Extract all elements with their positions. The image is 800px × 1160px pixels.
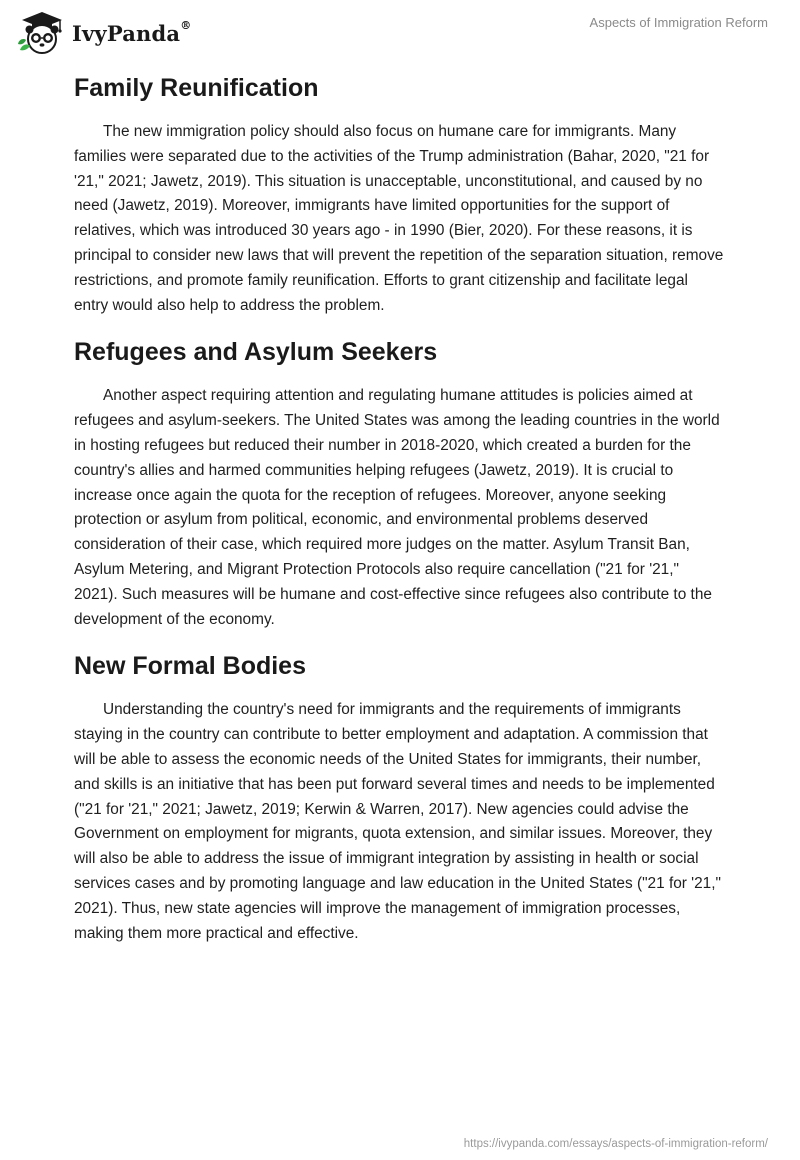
section-heading: Refugees and Asylum Seekers (74, 338, 438, 367)
essay-content (74, 68, 724, 960)
section-paragraph: Understanding the country's need for immigrants and the requirements of immigrants staying in the country can contribute to better employment and adaptation. A commission that will be able to assess the economic needs of the United States for immigrants, their number, and skills is an initiative that has been put forward several times and needs to be implemented ("21 for '21," 2021; Jawetz, 2019; Kerwin & Warren, 2017). New agencies could advise the Government on employment for migrants, quota extension, and similar issues. Moreover, they will also be able to address the issue of immigrant integration by assisting in health or social services cases and by promoting language and law education in the United States ("21 for '21," 2021). Thus, new state agencies will improve the management of immigration processes, making them more practical and effective. (74, 701, 721, 942)
brand-name: IvyPanda® (72, 18, 192, 46)
section-heading: New Formal Bodies (74, 652, 306, 681)
registered-mark: ® (180, 18, 192, 32)
section-heading: Family Reunification (74, 74, 319, 102)
ivypanda-logo[interactable] (16, 10, 191, 56)
section-paragraph: Another aspect requiring attention and regulating humane attitudes is policies aimed at refugees and asylum-seekers. The United States was among the leading countries in the world in hosting refugees but reduced their number in 2018-2020, which created a burden for the country's allies and harmed communities helping refugees (Jawetz, 2019). It is crucial to increase once again the quota for the reception of refugees. Moreover, anyone seeking protection or asylum from political, economic, and environmental problems deserved consideration of their case, which required more judges on the matter. Asylum Transit Ban, Asylum Metering, and Migrant Protection Protocols also require cancellation ("21 for '21," 2021). Such measures will be humane and cost-effective since refugees also contribute to the development of the economy. (74, 387, 720, 628)
section-new-formal-bodies (74, 646, 724, 946)
page-header (0, 0, 800, 64)
section-paragraph: The new immigration policy should also focus on humane care for immigrants. Many families were separated due to the activities of the Trump administration (Bahar, 2020, "21 for '21," 2021; Jawetz, 2019). This situation is unacceptable, unconstitutional, and caused by no need (Jawetz, 2019). Moreover, immigrants have limited opportunities for the support of relatives, which was introduced 30 years ago - in 1990 (Bier, 2020). For these reasons, it is principal to consider new laws that will prevent the repetition of the separation situation, remove restrictions, and promote family reunification. Efforts to grant citizenship and facilitate legal entry would also help to address the problem. (74, 123, 724, 314)
source-url-link[interactable]: https://ivypanda.com/essays/aspects-of-immigration-reform/ (463, 1138, 768, 1150)
document-title: Aspects of Immigration Reform (589, 15, 768, 30)
section-family-reunification (74, 68, 724, 318)
panda-graduate-icon (16, 10, 68, 56)
section-refugees-asylum (74, 332, 724, 632)
